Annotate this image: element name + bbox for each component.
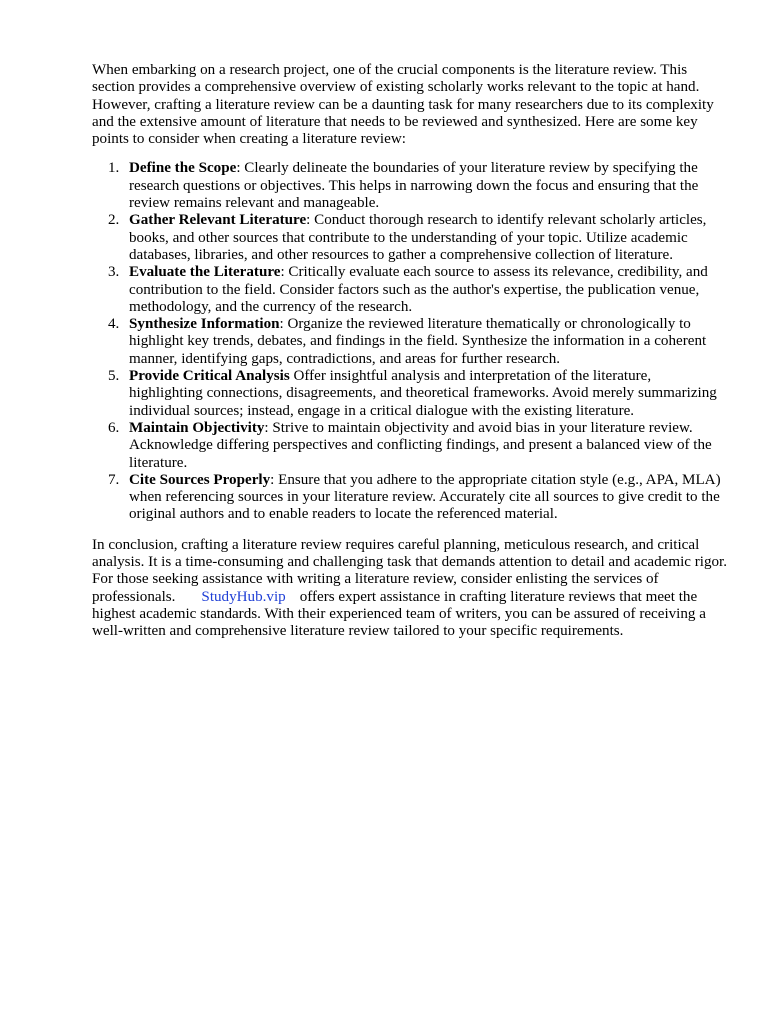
- list-term: Evaluate the Literature: [129, 264, 281, 281]
- list-item: [92, 420, 728, 472]
- list-number: 6.: [108, 419, 120, 436]
- list-text: : Strive to maintain objectivity and avoid bias in your literature review. Acknowledge differing perspectives and conflicting findings, and present a balanced view of the literature.: [129, 419, 712, 471]
- list-term: Gather Relevant Literature: [129, 212, 307, 229]
- list-term: Cite Sources Properly: [129, 471, 271, 488]
- list-text: : Organize the reviewed literature thematically or chronologically to highlight key trends, debates, and findings in the field. Synthesize the information in a coherent manner, identifying gaps, contradictions, and areas for further research.: [129, 316, 707, 367]
- list-text: Offer insightful analysis and interpretation of the literature, highlighting connections, disagreements, and theoretical frameworks. Avoid merely summarizing individual sources; instead, engage in a critical dialogue with the existing literature.: [129, 368, 717, 419]
- list-item: [92, 212, 728, 264]
- list-text: : Critically evaluate each source to assess its relevance, credibility, and contribution to the field. Consider factors such as the author's expertise, the publication venue, methodology, and the currency of the research.: [129, 264, 708, 315]
- conclusion-text-after: offers expert assistance in crafting literature reviews that meet the highest academic standards. With their experienced team of writers, you can be assured of receiving a well-written and comprehensive literature review tailored to your specific requirements.: [92, 588, 706, 640]
- conclusion-text-before: In conclusion, crafting a literature review requires careful planning, meticulous research, and critical analysis. It is a time-consuming and challenging task that demands attention to detail and academic rigor. For those seeking assistance with writing a literature review, consider enlisting the services of professionals.: [92, 536, 728, 605]
- list-item: [92, 368, 728, 420]
- list-text: : Conduct thorough research to identify relevant scholarly articles, books, and other sources that contribute to the understanding of your topic. Utilize academic databases, libraries, and other resources to gather a comprehensive collection of literature.: [129, 212, 707, 263]
- list-item: [92, 316, 728, 368]
- list-item: [92, 160, 728, 212]
- list-number: 7.: [108, 471, 120, 488]
- list-item: [92, 472, 728, 524]
- list-item: [92, 264, 728, 316]
- conclusion-paragraph: [92, 537, 728, 641]
- list-term: Define the Scope: [129, 160, 237, 177]
- list-term: Maintain Objectivity: [129, 419, 265, 436]
- list-number: 4.: [108, 316, 120, 333]
- list-term: Provide Critical Analysis: [129, 368, 290, 385]
- list-number: 3.: [108, 264, 120, 281]
- list-number: 5.: [108, 368, 120, 385]
- list-text: : Clearly delineate the boundaries of your literature review by specifying the research questions or objectives. This helps in narrowing down the focus and ensuring that the review remains relevant and manageable.: [129, 160, 699, 212]
- document-content: [92, 62, 728, 641]
- list-number: 1.: [108, 160, 120, 177]
- list-text: : Ensure that you adhere to the appropriate citation style (e.g., APA, MLA) when referencing sources in your literature review. Accurately cite all sources to give credit to the original authors and to enable readers to locate the referenced material.: [129, 471, 721, 523]
- key-points-list: [92, 160, 728, 523]
- studyhub-link[interactable]: StudyHub.vip: [201, 588, 286, 605]
- list-term: Synthesize Information: [129, 316, 280, 333]
- intro-paragraph: When embarking on a research project, one of the crucial components is the literature review. This section provides a comprehensive overview of existing scholarly works relevant to the topic at hand. However, crafting a literature review can be a daunting task for many researchers due to its complexity and the extensive amount of literature that needs to be reviewed and synthesized. Here are some key points to consider when creating a literature review:: [92, 62, 714, 148]
- list-number: 2.: [108, 212, 120, 229]
